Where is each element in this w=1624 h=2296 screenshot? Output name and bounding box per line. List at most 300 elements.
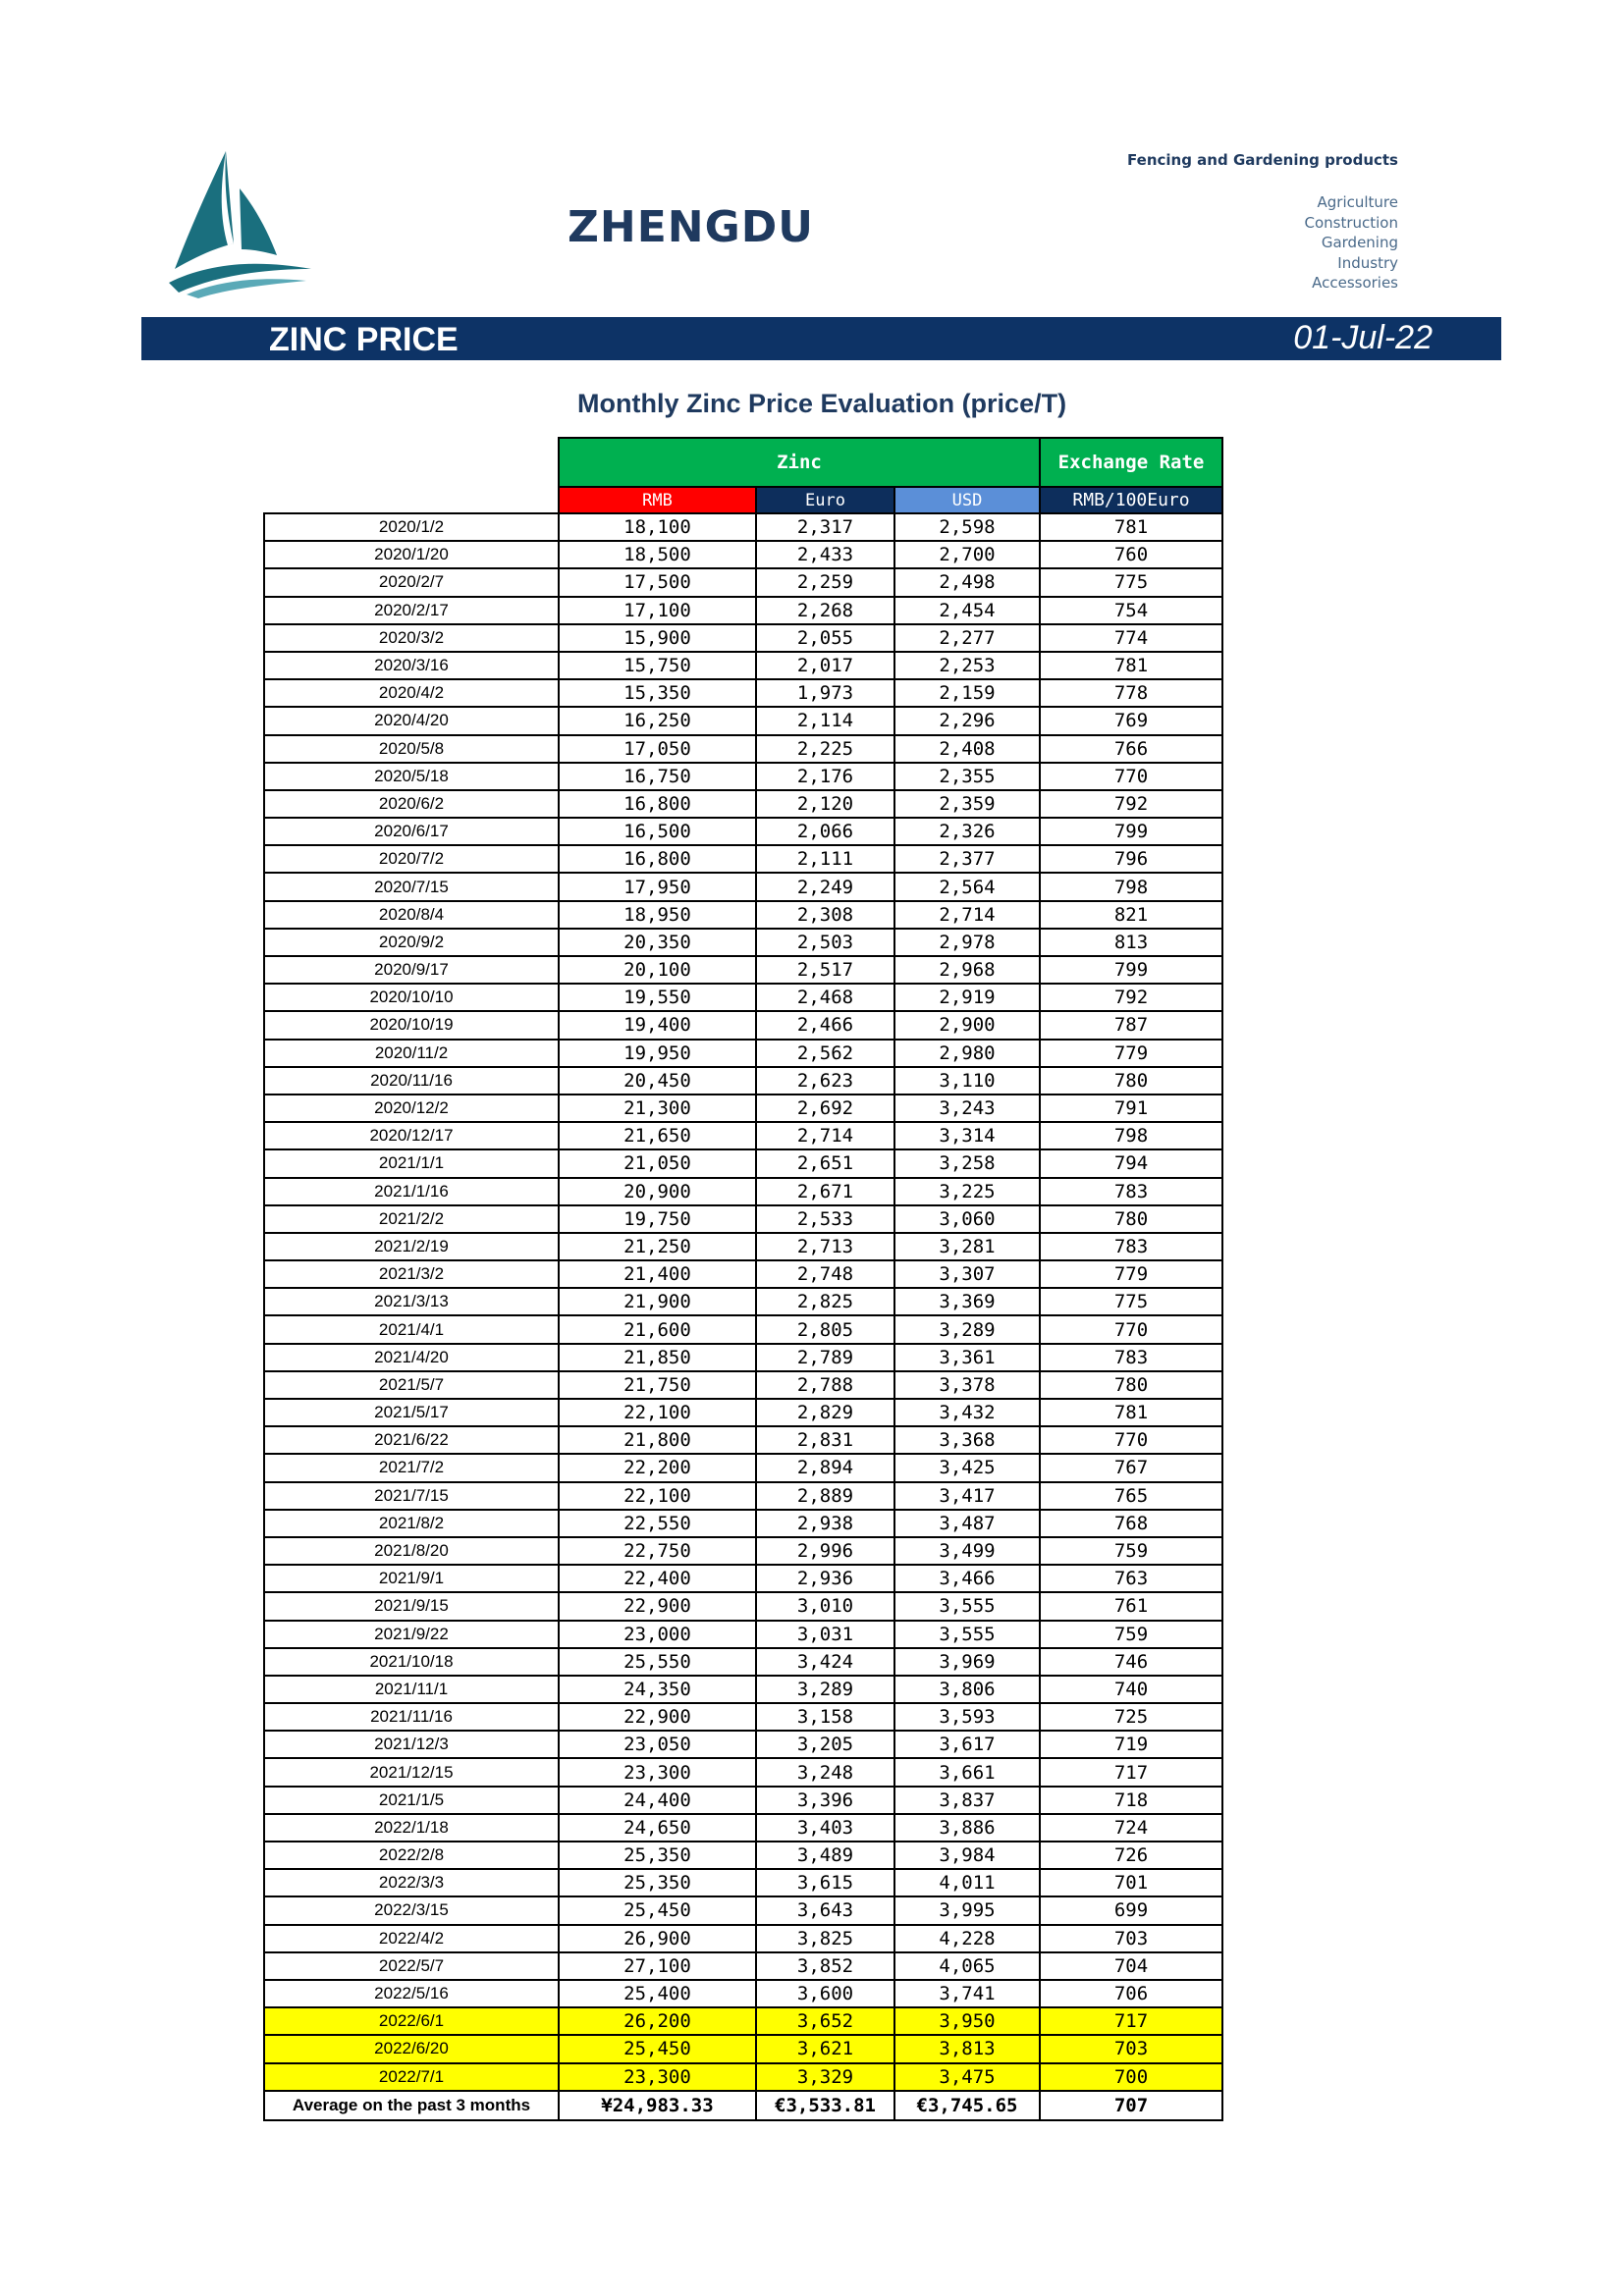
table-row: [264, 1510, 1222, 1537]
rmb-cell: 15,750: [559, 652, 756, 679]
euro-cell: 2,788: [756, 1371, 894, 1399]
usd-cell: 2,277: [894, 624, 1040, 652]
table-row: [264, 1371, 1222, 1399]
rmb-cell: 21,800: [559, 1426, 756, 1454]
rmb-cell: 22,900: [559, 1592, 756, 1620]
euro-cell: 3,329: [756, 2063, 894, 2091]
date-cell: 2020/9/2: [264, 929, 559, 956]
table-row: [264, 763, 1222, 790]
usd-cell: 2,326: [894, 818, 1040, 845]
usd-cell: 2,377: [894, 845, 1040, 873]
date-cell: 2021/3/13: [264, 1288, 559, 1315]
date-cell: 2020/7/2: [264, 845, 559, 873]
rate-cell: 699: [1040, 1896, 1222, 1924]
rmb-cell: 22,100: [559, 1482, 756, 1510]
rate-cell: 754: [1040, 597, 1222, 624]
usd-cell: 3,969: [894, 1648, 1040, 1676]
date-cell: 2020/11/16: [264, 1067, 559, 1095]
date-cell: 2020/10/19: [264, 1011, 559, 1039]
usd-cell: 3,369: [894, 1288, 1040, 1315]
company-name: ZHENGDU: [568, 202, 814, 252]
category-item: Construction: [1304, 213, 1398, 232]
table-row: [264, 1040, 1222, 1067]
date-cell: 2022/5/7: [264, 1952, 559, 1980]
table-row: [264, 1095, 1222, 1122]
date-cell: 2020/1/2: [264, 513, 559, 541]
table-row: [264, 1315, 1222, 1343]
date-cell: 2021/9/15: [264, 1592, 559, 1620]
rmb-cell: 24,650: [559, 1814, 756, 1842]
date-cell: 2020/9/17: [264, 956, 559, 984]
usd-cell: 4,228: [894, 1925, 1040, 1952]
date-cell: 2020/2/7: [264, 568, 559, 596]
table-row: [264, 597, 1222, 624]
rate-cell: 796: [1040, 845, 1222, 873]
table-row: [264, 541, 1222, 568]
rmb-cell: 22,400: [559, 1565, 756, 1592]
rate-cell: 781: [1040, 513, 1222, 541]
table-row: [264, 679, 1222, 707]
table-row: [264, 1260, 1222, 1288]
usd-cell: 2,980: [894, 1040, 1040, 1067]
usd-cell: 3,487: [894, 1510, 1040, 1537]
date-cell: 2021/12/3: [264, 1731, 559, 1758]
average-row: [264, 2091, 1222, 2120]
usd-cell: 4,011: [894, 1869, 1040, 1896]
rmb-cell: 15,900: [559, 624, 756, 652]
euro-cell: 3,643: [756, 1896, 894, 1924]
category-item: Accessories: [1312, 274, 1398, 292]
rate-cell: 794: [1040, 1149, 1222, 1177]
date-cell: 2021/8/2: [264, 1510, 559, 1537]
banner-title: ZINC PRICE: [269, 321, 459, 358]
date-cell: 2020/3/16: [264, 652, 559, 679]
table-row: [264, 1896, 1222, 1924]
usd-cell: 3,813: [894, 2035, 1040, 2062]
rmb-cell: 20,450: [559, 1067, 756, 1095]
euro-cell: 2,468: [756, 984, 894, 1011]
date-cell: 2022/7/1: [264, 2063, 559, 2091]
euro-cell: 2,055: [756, 624, 894, 652]
category-item: Industry: [1337, 253, 1398, 272]
table-row: [264, 1814, 1222, 1842]
date-cell: 2020/5/18: [264, 763, 559, 790]
table-subtitle: Monthly Zinc Price Evaluation (price/T): [577, 389, 1067, 418]
date-cell: 2021/5/17: [264, 1399, 559, 1426]
table-row: [264, 1482, 1222, 1510]
date-cell: 2021/9/22: [264, 1621, 559, 1648]
euro-cell: 3,205: [756, 1731, 894, 1758]
rate-cell: 724: [1040, 1814, 1222, 1842]
euro-cell: 2,651: [756, 1149, 894, 1177]
table-row: [264, 624, 1222, 652]
usd-cell: 2,498: [894, 568, 1040, 596]
euro-cell: 3,825: [756, 1925, 894, 1952]
table-row: [264, 1980, 1222, 2007]
rate-cell: 799: [1040, 818, 1222, 845]
usd-cell: 2,564: [894, 873, 1040, 900]
rmb-cell: 17,950: [559, 873, 756, 900]
euro-cell: 3,621: [756, 2035, 894, 2062]
table-row: [264, 790, 1222, 818]
rate-cell: 765: [1040, 1482, 1222, 1510]
rate-cell: 759: [1040, 1537, 1222, 1565]
table-row: [264, 707, 1222, 734]
usd-cell: 3,307: [894, 1260, 1040, 1288]
date-cell: 2020/1/20: [264, 541, 559, 568]
usd-cell: 3,886: [894, 1814, 1040, 1842]
rmb-cell: 18,500: [559, 541, 756, 568]
euro-cell: 3,600: [756, 1980, 894, 2007]
rate-cell: 821: [1040, 901, 1222, 929]
rmb-cell: 25,350: [559, 1869, 756, 1896]
euro-cell: 2,308: [756, 901, 894, 929]
usd-cell: 3,499: [894, 1537, 1040, 1565]
rmb-cell: 22,200: [559, 1454, 756, 1481]
usd-cell: 3,741: [894, 1980, 1040, 2007]
rmb-cell: 22,550: [559, 1510, 756, 1537]
rate-cell: 770: [1040, 1315, 1222, 1343]
table-row: [264, 1592, 1222, 1620]
date-cell: 2021/1/16: [264, 1178, 559, 1205]
date-cell: 2021/7/15: [264, 1482, 559, 1510]
euro-cell: 3,396: [756, 1787, 894, 1814]
usd-cell: 3,617: [894, 1731, 1040, 1758]
table-row: [264, 1621, 1222, 1648]
rate-cell: 766: [1040, 735, 1222, 763]
usd-cell: 2,408: [894, 735, 1040, 763]
rate-cell: 768: [1040, 1510, 1222, 1537]
rate-cell: 813: [1040, 929, 1222, 956]
date-cell: 2020/2/17: [264, 597, 559, 624]
rate-cell: 746: [1040, 1648, 1222, 1676]
date-cell: 2020/8/4: [264, 901, 559, 929]
euro-cell: 3,403: [756, 1814, 894, 1842]
euro-cell: 2,825: [756, 1288, 894, 1315]
rate-cell: 780: [1040, 1205, 1222, 1233]
rmb-cell: 25,350: [559, 1842, 756, 1869]
rate-cell: 798: [1040, 1122, 1222, 1149]
rmb-column-header: RMB: [559, 487, 756, 513]
euro-cell: 2,268: [756, 597, 894, 624]
rate-cell: 780: [1040, 1371, 1222, 1399]
euro-cell: 2,517: [756, 956, 894, 984]
euro-cell: 3,489: [756, 1842, 894, 1869]
euro-cell: 1,973: [756, 679, 894, 707]
rate-cell: 792: [1040, 984, 1222, 1011]
date-cell: 2021/4/20: [264, 1344, 559, 1371]
euro-cell: 3,158: [756, 1703, 894, 1731]
rmb-cell: 21,750: [559, 1371, 756, 1399]
usd-cell: 3,806: [894, 1676, 1040, 1703]
rmb-cell: 22,900: [559, 1703, 756, 1731]
table-row: [264, 1149, 1222, 1177]
rate-cell: 798: [1040, 873, 1222, 900]
rmb-cell: 23,050: [559, 1731, 756, 1758]
table-row: [264, 735, 1222, 763]
rmb-cell: 21,250: [559, 1233, 756, 1260]
rmb-cell: 21,900: [559, 1288, 756, 1315]
euro-cell: 2,889: [756, 1482, 894, 1510]
rmb-cell: 21,600: [559, 1315, 756, 1343]
table-row: [264, 1205, 1222, 1233]
rmb-cell: 18,950: [559, 901, 756, 929]
date-cell: 2021/2/19: [264, 1233, 559, 1260]
rate-cell: 783: [1040, 1233, 1222, 1260]
rmb-cell: 25,450: [559, 2035, 756, 2062]
usd-cell: 2,700: [894, 541, 1040, 568]
usd-cell: 3,995: [894, 1896, 1040, 1924]
rmb-cell: 25,550: [559, 1648, 756, 1676]
rmb-cell: 21,650: [559, 1122, 756, 1149]
rmb-cell: 24,400: [559, 1787, 756, 1814]
euro-cell: 2,938: [756, 1510, 894, 1537]
usd-cell: 3,281: [894, 1233, 1040, 1260]
date-cell: 2022/2/8: [264, 1842, 559, 1869]
date-cell: 2020/12/2: [264, 1095, 559, 1122]
rate-cell: 770: [1040, 763, 1222, 790]
euro-cell: 2,713: [756, 1233, 894, 1260]
average-label: Average on the past 3 months: [264, 2091, 559, 2120]
euro-cell: 3,852: [756, 1952, 894, 1980]
table-row: [264, 1565, 1222, 1592]
rmb-cell: 19,950: [559, 1040, 756, 1067]
date-cell: 2020/4/20: [264, 707, 559, 734]
table-row: [264, 845, 1222, 873]
rate-cell: 703: [1040, 1925, 1222, 1952]
date-cell: 2022/1/18: [264, 1814, 559, 1842]
date-cell: 2021/11/1: [264, 1676, 559, 1703]
rmb-cell: 21,400: [559, 1260, 756, 1288]
table-row: [264, 1676, 1222, 1703]
usd-cell: 3,984: [894, 1842, 1040, 1869]
average-rmb: ¥24,983.33: [559, 2091, 756, 2120]
usd-cell: 3,475: [894, 2063, 1040, 2091]
rmb-cell: 16,800: [559, 845, 756, 873]
date-cell: 2021/1/1: [264, 1149, 559, 1177]
euro-cell: 3,248: [756, 1758, 894, 1786]
rate-cell: 769: [1040, 707, 1222, 734]
euro-cell: 3,424: [756, 1648, 894, 1676]
tagline: Fencing and Gardening products: [1127, 151, 1398, 169]
table-row: [264, 1537, 1222, 1565]
rate-cell: 703: [1040, 2035, 1222, 2062]
euro-cell: 2,671: [756, 1178, 894, 1205]
rmb-cell: 23,300: [559, 1758, 756, 1786]
rate-cell: 781: [1040, 1399, 1222, 1426]
rate-cell: 725: [1040, 1703, 1222, 1731]
rate-cell: 775: [1040, 1288, 1222, 1315]
table-row: [264, 1648, 1222, 1676]
rate-cell: 717: [1040, 1758, 1222, 1786]
rate-cell: 792: [1040, 790, 1222, 818]
usd-cell: 3,593: [894, 1703, 1040, 1731]
euro-cell: 3,010: [756, 1592, 894, 1620]
usd-cell: 3,378: [894, 1371, 1040, 1399]
table-row: [264, 1869, 1222, 1896]
euro-cell: 2,111: [756, 845, 894, 873]
usd-column-header: USD: [894, 487, 1040, 513]
usd-cell: 2,714: [894, 901, 1040, 929]
date-cell: 2021/3/2: [264, 1260, 559, 1288]
rate-cell: 719: [1040, 1731, 1222, 1758]
rmb-cell: 26,900: [559, 1925, 756, 1952]
usd-cell: 3,225: [894, 1178, 1040, 1205]
rate-cell: 791: [1040, 1095, 1222, 1122]
rmb-cell: 24,350: [559, 1676, 756, 1703]
rate-cell: 780: [1040, 1067, 1222, 1095]
rmb-cell: 17,100: [559, 597, 756, 624]
rmb-cell: 20,100: [559, 956, 756, 984]
usd-cell: 3,425: [894, 1454, 1040, 1481]
rate-cell: 799: [1040, 956, 1222, 984]
blank-cell: [264, 487, 559, 513]
date-cell: 2020/5/8: [264, 735, 559, 763]
banner-date: 01-Jul-22: [1293, 319, 1433, 356]
euro-cell: 3,652: [756, 2007, 894, 2035]
table-row: [264, 1178, 1222, 1205]
usd-cell: 3,368: [894, 1426, 1040, 1454]
euro-cell: 2,936: [756, 1565, 894, 1592]
usd-cell: 3,466: [894, 1565, 1040, 1592]
rmb-cell: 17,500: [559, 568, 756, 596]
usd-cell: 3,432: [894, 1399, 1040, 1426]
date-cell: 2022/5/16: [264, 1980, 559, 2007]
date-cell: 2021/2/2: [264, 1205, 559, 1233]
euro-cell: 2,894: [756, 1454, 894, 1481]
euro-cell: 2,259: [756, 568, 894, 596]
table-row: [264, 901, 1222, 929]
euro-cell: 2,176: [756, 763, 894, 790]
table-row: [264, 1288, 1222, 1315]
rate-cell: 726: [1040, 1842, 1222, 1869]
rate-cell: 787: [1040, 1011, 1222, 1039]
usd-cell: 3,060: [894, 1205, 1040, 1233]
average-rate: 707: [1040, 2091, 1222, 2120]
rate-cell: 760: [1040, 541, 1222, 568]
usd-cell: 3,950: [894, 2007, 1040, 2035]
rmb-cell: 19,550: [559, 984, 756, 1011]
table-row: [264, 1787, 1222, 1814]
date-cell: 2021/1/5: [264, 1787, 559, 1814]
euro-cell: 2,533: [756, 1205, 894, 1233]
euro-cell: 2,805: [756, 1315, 894, 1343]
rate-cell: 783: [1040, 1178, 1222, 1205]
rate-cell: 783: [1040, 1344, 1222, 1371]
rmb-cell: 27,100: [559, 1952, 756, 1980]
rmb-cell: 25,400: [559, 1980, 756, 2007]
table-row: [264, 956, 1222, 984]
rmb-cell: 22,100: [559, 1399, 756, 1426]
table-row: [264, 1731, 1222, 1758]
exchange-rate-header: Exchange Rate: [1040, 438, 1222, 487]
usd-cell: 2,296: [894, 707, 1040, 734]
euro-cell: 2,623: [756, 1067, 894, 1095]
table-row: [264, 2007, 1222, 2035]
date-cell: 2021/9/1: [264, 1565, 559, 1592]
euro-cell: 2,225: [756, 735, 894, 763]
table-row: [264, 1067, 1222, 1095]
usd-cell: 3,314: [894, 1122, 1040, 1149]
euro-cell: 2,066: [756, 818, 894, 845]
usd-cell: 2,968: [894, 956, 1040, 984]
date-cell: 2020/4/2: [264, 679, 559, 707]
euro-cell: 2,829: [756, 1399, 894, 1426]
zinc-group-header: Zinc: [559, 438, 1040, 487]
rate-cell: 704: [1040, 1952, 1222, 1980]
date-cell: 2022/3/3: [264, 1869, 559, 1896]
rate-cell: 761: [1040, 1592, 1222, 1620]
rmb-cell: 18,100: [559, 513, 756, 541]
euro-cell: 3,289: [756, 1676, 894, 1703]
rate-cell: 779: [1040, 1040, 1222, 1067]
rate-cell: 770: [1040, 1426, 1222, 1454]
rmb-cell: 21,300: [559, 1095, 756, 1122]
usd-cell: 2,598: [894, 513, 1040, 541]
usd-cell: 3,258: [894, 1149, 1040, 1177]
rate-cell: 763: [1040, 1565, 1222, 1592]
usd-cell: 3,243: [894, 1095, 1040, 1122]
table-row: [264, 873, 1222, 900]
euro-column-header: Euro: [756, 487, 894, 513]
date-cell: 2021/8/20: [264, 1537, 559, 1565]
euro-cell: 2,249: [756, 873, 894, 900]
rmb-cell: 21,850: [559, 1344, 756, 1371]
euro-cell: 2,748: [756, 1260, 894, 1288]
usd-cell: 2,900: [894, 1011, 1040, 1039]
rate-cell: 781: [1040, 652, 1222, 679]
date-cell: 2020/12/17: [264, 1122, 559, 1149]
usd-cell: 2,454: [894, 597, 1040, 624]
rate-cell: 774: [1040, 624, 1222, 652]
rmb-cell: 26,200: [559, 2007, 756, 2035]
table-row: [264, 1454, 1222, 1481]
usd-cell: 2,253: [894, 652, 1040, 679]
date-cell: 2021/10/18: [264, 1648, 559, 1676]
date-cell: 2021/11/16: [264, 1703, 559, 1731]
table-row: [264, 1344, 1222, 1371]
column-header-row: [264, 487, 1222, 513]
date-cell: 2020/6/2: [264, 790, 559, 818]
rate-cell: 775: [1040, 568, 1222, 596]
date-cell: 2022/6/1: [264, 2007, 559, 2035]
rmb-cell: 19,750: [559, 1205, 756, 1233]
date-cell: 2020/6/17: [264, 818, 559, 845]
date-cell: 2022/6/20: [264, 2035, 559, 2062]
euro-cell: 2,789: [756, 1344, 894, 1371]
rmb-cell: 16,750: [559, 763, 756, 790]
usd-cell: 2,359: [894, 790, 1040, 818]
table-row: [264, 652, 1222, 679]
rate-cell: 701: [1040, 1869, 1222, 1896]
euro-cell: 2,714: [756, 1122, 894, 1149]
usd-cell: 3,110: [894, 1067, 1040, 1095]
rate-cell: 740: [1040, 1676, 1222, 1703]
rmb-cell: 19,400: [559, 1011, 756, 1039]
euro-cell: 3,615: [756, 1869, 894, 1896]
blank-cell: [264, 438, 559, 487]
rate-cell: 767: [1040, 1454, 1222, 1481]
table-row: [264, 1925, 1222, 1952]
zinc-price-table: [263, 437, 1223, 2121]
table-row: [264, 1758, 1222, 1786]
date-cell: 2021/4/1: [264, 1315, 559, 1343]
date-cell: 2020/7/15: [264, 873, 559, 900]
rmb-cell: 20,900: [559, 1178, 756, 1205]
rate-cell: 759: [1040, 1621, 1222, 1648]
table-row: [264, 2035, 1222, 2062]
average-euro: €3,533.81: [756, 2091, 894, 2120]
